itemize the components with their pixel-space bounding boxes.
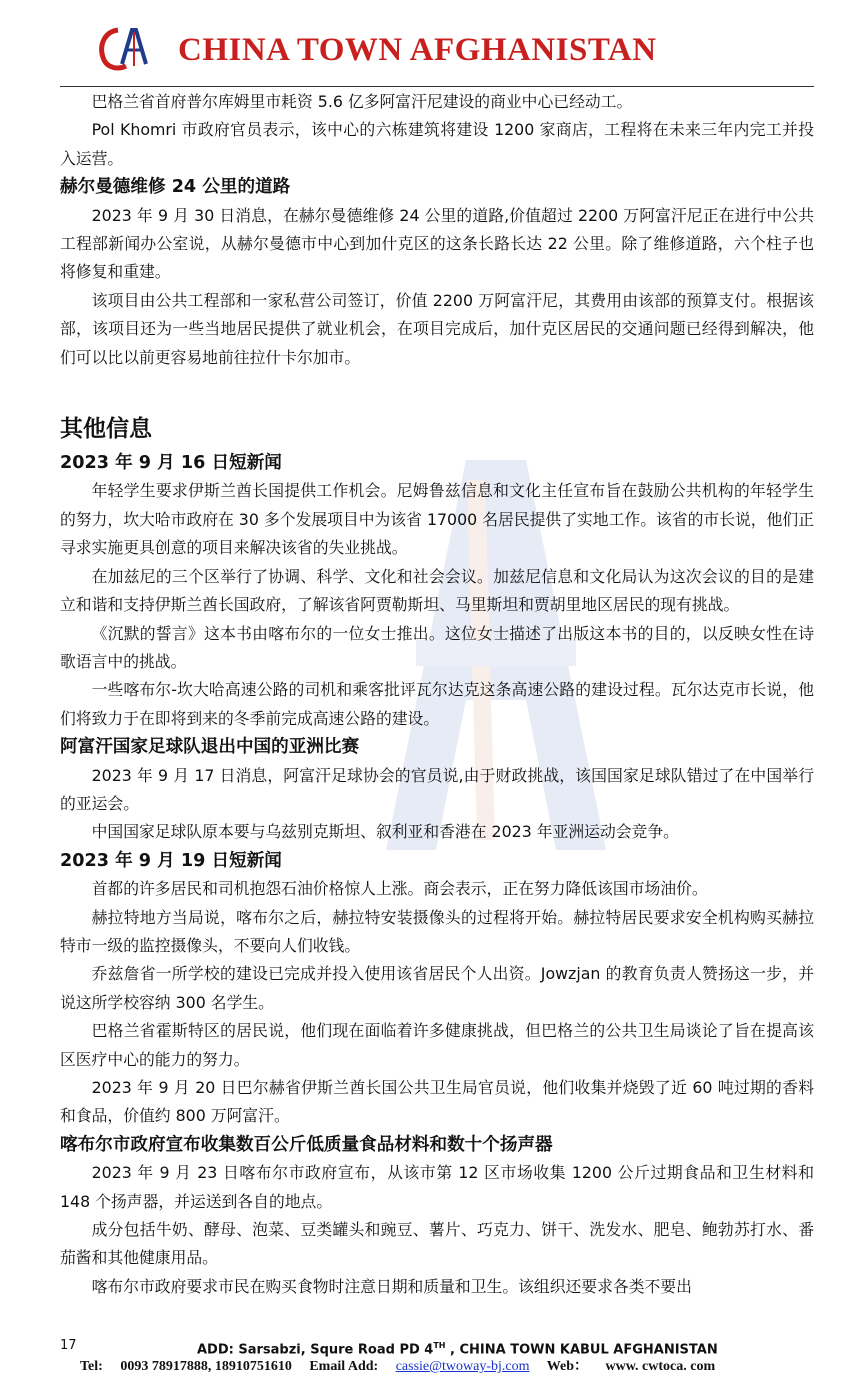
footer-contact-line (80, 1357, 715, 1377)
email-label: Email Add: (309, 1359, 379, 1374)
paragraph: 2023 年 9 月 23 日喀布尔市政府宣布，从该市第 12 区市场收集 1200 公斤过期食品和卫生材料和 148 个扬声器，并运送到各自的地点。 (60, 1163, 814, 1211)
page-number: 17 (60, 1338, 77, 1353)
news-heading: 喀布尔市政府宣布收集数百公斤低质量食品材料和数十个扬声器 (60, 1134, 553, 1155)
tel-label: Tel: (80, 1359, 103, 1374)
paragraph: 赫拉特地方当局说，喀布尔之后，赫拉特安装摄像头的过程将开始。赫拉特居民要求安全机构购买赫拉特市一级的监控摄像头，不要向人们收钱。 (60, 907, 814, 955)
news-heading: 2023 年 9 月 19 日短新闻 (60, 850, 282, 871)
article-body (60, 88, 814, 1301)
paragraph: 年轻学生要求伊斯兰酋长国提供工作机会。尼姆鲁兹信息和文化主任宣布旨在鼓励公共机构的年轻学生的努力，坎大哈市政府在 30 多个发展项目中为该省 17000 名居民提供了实地工作。该省的市长说，他们正寻求实施更具创意的项目来解决该省的失业挑战。 (60, 481, 814, 558)
page-header (60, 14, 820, 84)
paragraph: 首都的许多居民和司机抱怨石油价格惊人上涨。商会表示，正在努力降低该国市场油价。 (91, 879, 708, 899)
paragraph: 一些喀布尔-坎大哈高速公路的司机和乘客批评瓦尔达克这条高速公路的建设过程。瓦尔达克市长说，他们将致力于在即将到来的冬季前完成高速公路的建设。 (60, 680, 814, 728)
paragraph: 中国国家足球队原本要与乌兹别克斯坦、叙利亚和香港在 2023 年亚洲运动会竞争。 (91, 822, 679, 842)
paragraph: 乔兹詹省一所学校的建设已完成并投入使用该省居民个人出资。Jowzjan 的教育负责人赞扬这一步，并说这所学校容纳 300 名学生。 (60, 964, 814, 1012)
paragraph: 2023 年 9 月 20 日巴尔赫省伊斯兰酋长国公共卫生局官员说，他们收集并烧毁了近 60 吨过期的香料和食品，价值约 800 万阿富汗。 (60, 1078, 814, 1126)
brand-title: CHINA TOWN AFGHANISTAN (178, 32, 657, 68)
email-link[interactable]: cassie@twoway-bj.com (395, 1359, 530, 1374)
news-heading: 赫尔曼德维修 24 公里的道路 (60, 177, 291, 198)
news-heading: 阿富汗国家足球队退出中国的亚洲比赛 (60, 737, 360, 758)
paragraph: 成分包括牛奶、酵母、泡菜、豆类罐头和豌豆、薯片、巧克力、饼干、洗发水、肥皂、鲍勃苏打水、番茄酱和其他健康用品。 (60, 1220, 814, 1268)
paragraph: 该项目由公共工程部和一家私营公司签订，价值 2200 万阿富汗尼，其费用由该部的预算支付。根据该部，该项目还为一些当地居民提供了就业机会，在项目完成后，加什克区居民的交通问题已经得到解决，他们可以比以前更容易地前往拉什卡尔加市。 (60, 290, 814, 367)
web-label: Web： (546, 1359, 588, 1374)
paragraph: 巴格兰省霍斯特区的居民说，他们现在面临着许多健康挑战，但巴格兰的公共卫生局谈论了旨在提高该区医疗中心的能力的努力。 (60, 1021, 814, 1069)
paragraph: 喀布尔市政府要求市民在购买食物时注意日期和质量和卫生。该组织还要求各类不要出 (91, 1276, 692, 1296)
paragraph: Pol Khomri 市政府官员表示，该中心的六栋建筑将建设 1200 家商店，工程将在未来三年内完工并投入运营。 (60, 120, 814, 168)
news-heading: 2023 年 9 月 16 日短新闻 (60, 453, 282, 474)
paragraph: 巴格兰省首府普尔库姆里市耗资 5.6 亿多阿富汗尼建设的商业中心已经动工。 (91, 92, 633, 111)
paragraph: 《沉默的誓言》这本书由喀布尔的一位女士推出。这位女士描述了出版这本书的目的，以反映女性在诗歌语言中的挑战。 (60, 623, 814, 671)
paragraph: 2023 年 9 月 17 日消息，阿富汗足球协会的官员说,由于财政挑战，该国国家足球队错过了在中国举行的亚运会。 (60, 765, 814, 813)
paragraph: 在加兹尼的三个区举行了协调、科学、文化和社会会议。加兹尼信息和文化局认为这次会议的目的是建立和谐和支持伊斯兰酋长国政府，了解该省阿贾勒斯坦、马里斯坦和贾胡里地区居民的现有挑战。 (60, 566, 814, 615)
footer-address: ADD: Sarsabzi, Squre Road PD 4TH , CHINA TOWN KABUL AFGHANISTAN (197, 1341, 718, 1358)
paragraph: 2023 年 9 月 30 日消息，在赫尔曼德维修 24 公里的道路,价值超过 2200 万阿富汗尼正在进行中公共工程部新闻办公室说，从赫尔曼德市中心到加什克区的这条长路长达 22 公里。除了维修道路，六个柱子也将修复和重建。 (60, 205, 814, 282)
header-divider (60, 86, 814, 87)
section-title: 其他信息 (60, 416, 152, 443)
web-value: www. cwtoca. com (605, 1359, 716, 1374)
china-town-logo-icon (96, 24, 156, 72)
tel-value: 0093 78917888, 18910751610 (120, 1359, 292, 1374)
